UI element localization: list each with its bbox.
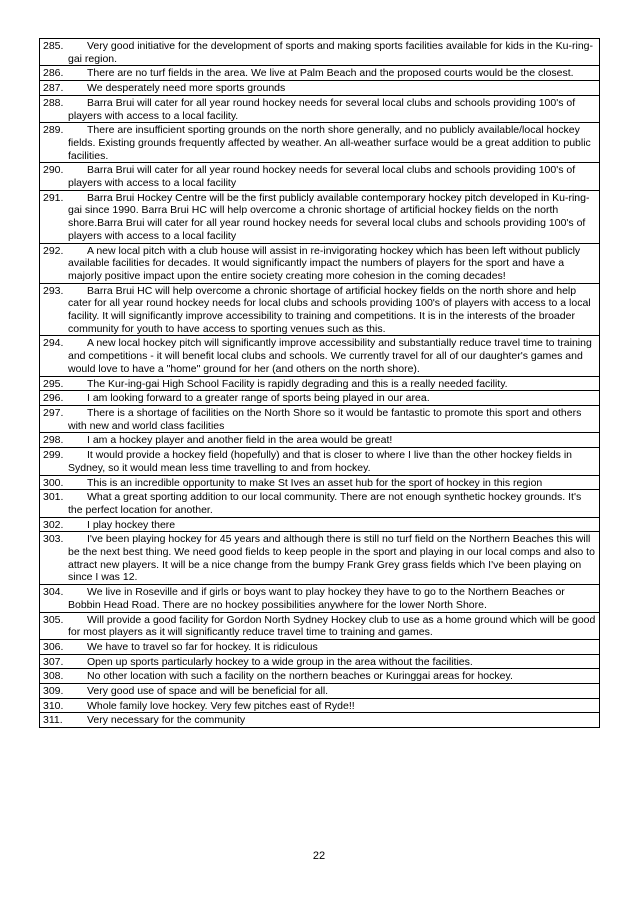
comment-cell — [40, 684, 600, 699]
comment-cell — [40, 163, 600, 190]
comment-row — [40, 698, 600, 713]
comment-cell — [40, 475, 600, 490]
comment-row — [40, 517, 600, 532]
comment-entry — [43, 67, 596, 80]
comment-entry — [43, 519, 596, 532]
comment-row — [40, 684, 600, 699]
comment-cell — [40, 66, 600, 81]
comment-number: 286. — [43, 67, 64, 80]
comment-text: We live in Roseville and if girls or boys want to play hockey they have to go to the Northern Beaches or Bobbin Head Road. There are no hockey possibilities anywhere for the lower North Shore. — [68, 586, 565, 611]
comment-entry — [43, 614, 596, 639]
comment-entry — [43, 82, 596, 95]
comment-cell — [40, 654, 600, 669]
comment-row — [40, 585, 600, 612]
comment-text: Very good initiative for the development of sports and making sports facilities available for kids in the Ku-ring-gai region. — [68, 40, 594, 65]
comment-number: 310. — [43, 699, 64, 712]
comment-text: Very good use of space and will be beneficial for all. — [87, 685, 329, 698]
comment-entry — [43, 656, 596, 669]
comment-text: Barra Brui will cater for all year round hockey needs for several local clubs and schools providing 100's of players with access to a local facility — [68, 164, 576, 190]
comment-cell — [40, 639, 600, 654]
comment-text: There is a shortage of facilities on the North Shore so it would be fantastic to promote this sport and others with new and world class facilities — [68, 406, 582, 432]
comment-number: 297. — [43, 406, 64, 419]
comment-cell — [40, 448, 600, 475]
comment-number: 299. — [43, 449, 64, 462]
comment-text: We have to travel so far for hockey. It is ridiculous — [87, 640, 318, 653]
comment-entry — [43, 164, 596, 189]
comment-row — [40, 81, 600, 96]
comment-number: 304. — [43, 586, 64, 599]
comment-cell — [40, 405, 600, 432]
comment-cell — [40, 95, 600, 122]
comment-text: Barra Brui will cater for all year round hockey needs for several local clubs and schools providing 100's of players with access to a local facility. — [68, 96, 576, 122]
comment-cell — [40, 391, 600, 406]
comment-cell — [40, 517, 600, 532]
comment-cell — [40, 612, 600, 639]
comment-cell — [40, 190, 600, 243]
comment-row — [40, 713, 600, 728]
comment-row — [40, 243, 600, 283]
comment-row — [40, 391, 600, 406]
comment-entry — [43, 434, 596, 447]
comment-number: 305. — [43, 613, 64, 626]
comment-entry — [43, 337, 596, 375]
comment-text: Very necessary for the community — [87, 714, 246, 727]
comment-row — [40, 336, 600, 376]
comment-cell — [40, 39, 600, 66]
comment-number: 296. — [43, 392, 64, 405]
comment-number: 293. — [43, 284, 64, 297]
comment-cell — [40, 490, 600, 517]
comment-row — [40, 376, 600, 391]
comment-text: There are insufficient sporting grounds on the north shore generally, and no publicly available/local hockey fields. Existing grounds frequently affected by weather. An all-weather surface would be a great addition to public facilities. — [68, 124, 591, 162]
comment-cell — [40, 243, 600, 283]
comment-entry — [43, 700, 596, 713]
comment-number: 288. — [43, 96, 64, 109]
comment-text: Barra Brui Hockey Centre will be the first publicly available contemporary hockey pitch developed in Ku-ring-gai since 1990. Barra Brui HC will help overcome a chronic shortage of artificial hockey fields on the north shore.Barra Brui will cater for all year round hockey needs for several local clubs and schools providing 100's of players with access to a local facility — [68, 191, 590, 242]
comment-text: We desperately need more sports grounds — [87, 82, 286, 95]
comment-entry — [43, 533, 596, 584]
comment-cell — [40, 376, 600, 391]
comment-number: 302. — [43, 518, 64, 531]
comment-entry — [43, 124, 596, 162]
comment-number: 306. — [43, 640, 64, 653]
comment-row — [40, 95, 600, 122]
comment-row — [40, 163, 600, 190]
comment-row — [40, 639, 600, 654]
comment-entry — [43, 714, 596, 727]
comment-number: 291. — [43, 191, 64, 204]
comment-cell — [40, 532, 600, 585]
comment-row — [40, 532, 600, 585]
comment-number: 292. — [43, 244, 64, 257]
comment-row — [40, 669, 600, 684]
comment-text: I play hockey there — [87, 518, 176, 531]
comment-number: 295. — [43, 377, 64, 390]
comment-number: 303. — [43, 533, 64, 546]
comment-row — [40, 475, 600, 490]
comment-number: 287. — [43, 82, 64, 95]
comment-text: There are no turf fields in the area. We live at Palm Beach and the proposed courts would be the closest. — [87, 67, 574, 80]
comment-text: This is an incredible opportunity to make St Ives an asset hub for the sport of hockey in this region — [87, 476, 543, 489]
page-number: 22 — [312, 850, 326, 862]
comment-text: Open up sports particularly hockey to a wide group in the area without the facilities. — [87, 655, 473, 668]
comment-row — [40, 123, 600, 163]
comment-text: A new local pitch with a club house will assist in re-invigorating hockey which has been left without publicly available facilities for decades. It would significantly impact the numbers of players for the sport and have a majorly positive impact upon the entire society creating more cohesion in the coming decades! — [68, 244, 581, 282]
comment-row — [40, 39, 600, 66]
comment-entry — [43, 245, 596, 283]
comment-cell — [40, 698, 600, 713]
comment-row — [40, 405, 600, 432]
comment-text: It would provide a hockey field (hopefully) and that is closer to where I live than the other hockey fields in Sydney, so it would mean less time travelling to and from hockey. — [68, 449, 573, 474]
comment-text: What a great sporting addition to our local community. There are not enough synthetic hockey grounds. It's the perfect location for another. — [68, 491, 582, 516]
comment-row — [40, 654, 600, 669]
comment-entry — [43, 586, 596, 611]
comment-cell — [40, 713, 600, 728]
comment-entry — [43, 97, 596, 122]
comment-number: 309. — [43, 685, 64, 698]
comment-entry — [43, 685, 596, 698]
comments-table-body — [40, 39, 600, 728]
comment-number: 311. — [43, 714, 63, 727]
comment-number: 289. — [43, 124, 64, 137]
comments-table — [39, 38, 600, 728]
comment-cell — [40, 433, 600, 448]
comment-row — [40, 66, 600, 81]
comment-number: 308. — [43, 670, 64, 683]
comments-page — [39, 38, 600, 728]
comment-row — [40, 612, 600, 639]
comment-number: 301. — [43, 491, 64, 504]
comment-row — [40, 490, 600, 517]
comment-entry — [43, 392, 596, 405]
comment-text: I am looking forward to a greater range of sports being played in our area. — [87, 392, 430, 405]
comment-row — [40, 283, 600, 336]
comment-text: Whole family love hockey. Very few pitches east of Ryde!! — [87, 699, 355, 712]
comment-entry — [43, 477, 596, 490]
comment-text: Barra Brui HC will help overcome a chronic shortage of artificial hockey fields on the north shore and help cater for all year round hockey needs for local clubs and schools providing 100's of players with access to a local facility. It will significantly improve accessibility to training and competitions. It is in the interests of the broader community for youth to have access to sporting venues such as this. — [68, 284, 591, 335]
comment-number: 285. — [43, 40, 64, 52]
comment-row — [40, 190, 600, 243]
comment-cell — [40, 81, 600, 96]
comment-entry — [43, 670, 596, 683]
comment-text: I've been playing hockey for 45 years and although there is still no turf field on the Northern Beaches this will be the next best thing. We need good fields to keep people in the sport and playing in our local comps and also to attract new players. It will be a nice change from the bumpy Frank Grey grass fields which I've been playing on since I was 12. — [68, 533, 595, 584]
comment-text: The Kur-ing-gai High School Facility is rapidly degrading and this is a really needed facility. — [87, 377, 508, 390]
comment-number: 300. — [43, 476, 64, 489]
comment-text: No other location with such a facility on the northern beaches or Kuringgai areas for hockey. — [87, 670, 513, 683]
comment-cell — [40, 123, 600, 163]
comment-row — [40, 433, 600, 448]
comment-row — [40, 448, 600, 475]
comment-text: Will provide a good facility for Gordon North Sydney Hockey club to use as a home ground which will be good for most players as it will significantly reduce travel time to training and games. — [68, 613, 596, 639]
comment-entry — [43, 449, 596, 474]
comment-entry — [43, 378, 596, 391]
comment-text: I am a hockey player and another field in the area would be great! — [87, 434, 393, 447]
comment-number: 298. — [43, 434, 64, 447]
comment-cell — [40, 336, 600, 376]
comment-number: 294. — [43, 337, 64, 350]
comment-entry — [43, 491, 596, 516]
comment-cell — [40, 669, 600, 684]
comment-entry — [43, 407, 596, 432]
comment-entry — [43, 285, 596, 336]
comment-number: 307. — [43, 655, 64, 668]
comment-number: 290. — [43, 164, 64, 177]
comment-cell — [40, 283, 600, 336]
comment-entry — [43, 641, 596, 654]
comment-entry — [43, 192, 596, 243]
comment-entry — [43, 40, 596, 65]
comment-text: A new local hockey pitch will significantly improve accessibility and substantially reduce travel time to training and competitions - it will benefit local clubs and schools. We currently travel for all of our daughter's games and would love to have a "home" ground for her (and others on the north shore). — [68, 337, 592, 375]
comment-cell — [40, 585, 600, 612]
